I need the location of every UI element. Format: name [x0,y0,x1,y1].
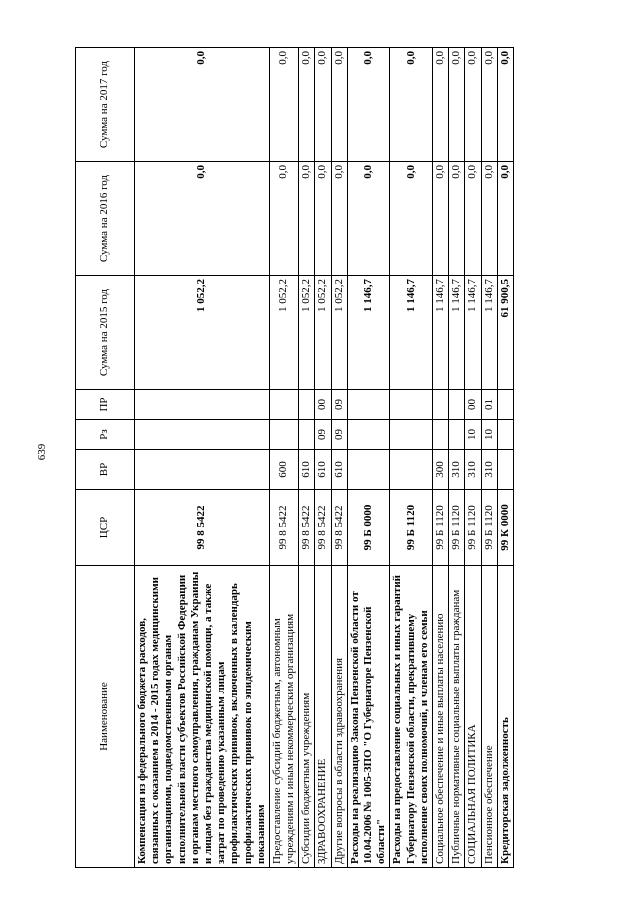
cell-sum-2016: 0,0 [481,162,497,276]
cell-pr: 00 [465,390,481,420]
table-row [449,48,465,868]
table-row [269,48,298,868]
header-pr: ПР [76,390,135,420]
cell-rz [135,420,270,450]
cell-sum-2017: 0,0 [347,48,390,162]
rotated-table-container [75,48,535,868]
cell-rz: 09 [315,420,331,450]
table-row [347,48,390,868]
cell-name: ЗДРАВООХРАНЕНИЕ [315,566,331,868]
table-row [299,48,315,868]
cell-sum-2017: 0,0 [315,48,331,162]
cell-sum-2015: 1 146,7 [432,276,448,390]
cell-csr: 99 8 5422 [315,490,331,566]
cell-csr: 99 8 5422 [135,490,270,566]
header-vr: ВР [76,450,135,490]
cell-vr: 600 [269,450,298,490]
cell-sum-2015: 1 146,7 [481,276,497,390]
table-row [497,48,513,868]
cell-pr [432,390,448,420]
cell-name: Компенсация из федерального бюджета расходов, связанных с оказанием в 2014 - 2015 годах медицинскими организациями, подведомственными органам исполнительной власти субъектов Российской Федерации и органам местного самоуправления, гражданам Украины и лицам без гражданства медицинской помощи, а также затрат по проведению указанным лицам профилактических прививок, включенных в календарь профилактических прививок по эпидемическим показаниям [135,566,270,868]
cell-sum-2015: 1 052,2 [269,276,298,390]
cell-pr [269,390,298,420]
header-name: Наименование [76,566,135,868]
cell-sum-2016: 0,0 [269,162,298,276]
cell-pr [497,390,513,420]
cell-sum-2015: 1 146,7 [347,276,390,390]
cell-sum-2015: 1 146,7 [390,276,433,390]
cell-csr: 99 Б 1120 [481,490,497,566]
cell-name: Расходы на реализацию Закона Пензенской области от 10.04.2006 № 1005-ЗПО "О Губернаторе Пензенской области" [347,566,390,868]
header-sum-2016: Сумма на 2016 год [76,162,135,276]
cell-name: Пенсионное обеспечение [481,566,497,868]
cell-vr [135,450,270,490]
cell-rz [497,420,513,450]
cell-pr [299,390,315,420]
cell-sum-2017: 0,0 [465,48,481,162]
cell-pr [449,390,465,420]
header-row [76,48,135,868]
cell-vr: 610 [299,450,315,490]
header-rz: Рз [76,420,135,450]
cell-sum-2015: 1 146,7 [465,276,481,390]
table-row [135,48,270,868]
table-row [465,48,481,868]
cell-name: Расходы на предоставление социальных и иных гарантий Губернатору Пензенской области, прекратившему исполнение своих полномочий, и членам его семьи [390,566,433,868]
cell-rz [432,420,448,450]
cell-sum-2015: 1 052,2 [299,276,315,390]
cell-sum-2016: 0,0 [347,162,390,276]
cell-vr: 300 [432,450,448,490]
header-sum-2017: Сумма на 2017 год [76,48,135,162]
cell-pr [347,390,390,420]
cell-name: СОЦИАЛЬНАЯ ПОЛИТИКА [465,566,481,868]
cell-sum-2015: 1 052,2 [315,276,331,390]
cell-rz [449,420,465,450]
table-row [331,48,347,868]
cell-sum-2017: 0,0 [481,48,497,162]
cell-csr: 99 Б 1120 [390,490,433,566]
cell-rz [299,420,315,450]
cell-csr: 99 Б 1120 [432,490,448,566]
cell-rz: 10 [481,420,497,450]
cell-rz [347,420,390,450]
cell-sum-2017: 0,0 [390,48,433,162]
cell-pr: 01 [481,390,497,420]
cell-vr [390,450,433,490]
cell-sum-2015: 1 146,7 [449,276,465,390]
table-row [315,48,331,868]
cell-pr [135,390,270,420]
table-row [390,48,433,868]
cell-sum-2016: 0,0 [465,162,481,276]
cell-name: Публичные нормативные социальные выплаты гражданам [449,566,465,868]
cell-sum-2017: 0,0 [497,48,513,162]
cell-sum-2016: 0,0 [449,162,465,276]
cell-name: Другие вопросы в области здравоохранения [331,566,347,868]
cell-vr: 310 [449,450,465,490]
cell-sum-2016: 0,0 [315,162,331,276]
table-row [481,48,497,868]
cell-vr: 310 [465,450,481,490]
cell-sum-2016: 0,0 [432,162,448,276]
cell-sum-2016: 0,0 [497,162,513,276]
cell-vr: 610 [315,450,331,490]
header-csr: ЦСР [76,490,135,566]
cell-rz [390,420,433,450]
cell-vr: 610 [331,450,347,490]
cell-sum-2015: 1 052,2 [135,276,270,390]
budget-table [75,47,514,868]
cell-vr [497,450,513,490]
cell-sum-2017: 0,0 [135,48,270,162]
cell-sum-2015: 1 052,2 [331,276,347,390]
cell-vr [347,450,390,490]
cell-sum-2016: 0,0 [135,162,270,276]
cell-csr: 99 8 5422 [269,490,298,566]
cell-sum-2017: 0,0 [299,48,315,162]
cell-sum-2016: 0,0 [390,162,433,276]
cell-rz: 10 [465,420,481,450]
cell-csr: 99 К 0000 [497,490,513,566]
cell-name: Субсидии бюджетным учреждениям [299,566,315,868]
cell-sum-2017: 0,0 [432,48,448,162]
cell-csr: 99 Б 1120 [449,490,465,566]
cell-sum-2015: 61 900,5 [497,276,513,390]
cell-vr: 310 [481,450,497,490]
cell-pr: 00 [315,390,331,420]
cell-csr: 99 Б 0000 [347,490,390,566]
cell-rz [269,420,298,450]
cell-sum-2017: 0,0 [269,48,298,162]
cell-csr: 99 8 5422 [331,490,347,566]
cell-sum-2016: 0,0 [331,162,347,276]
cell-sum-2016: 0,0 [299,162,315,276]
table-row [432,48,448,868]
cell-rz: 09 [331,420,347,450]
cell-sum-2017: 0,0 [449,48,465,162]
cell-csr: 99 Б 1120 [465,490,481,566]
cell-name: Социальное обеспечение и иные выплаты населению [432,566,448,868]
cell-name: Кредиторская задолженность [497,566,513,868]
cell-pr: 09 [331,390,347,420]
cell-sum-2017: 0,0 [331,48,347,162]
cell-csr: 99 8 5422 [299,490,315,566]
header-sum-2015: Сумма на 2015 год [76,276,135,390]
cell-name: Предоставление субсидий бюджетным, автономным учреждениям и иным некоммерческим организациям [269,566,298,868]
page-number: 639 [36,443,48,461]
cell-pr [390,390,433,420]
